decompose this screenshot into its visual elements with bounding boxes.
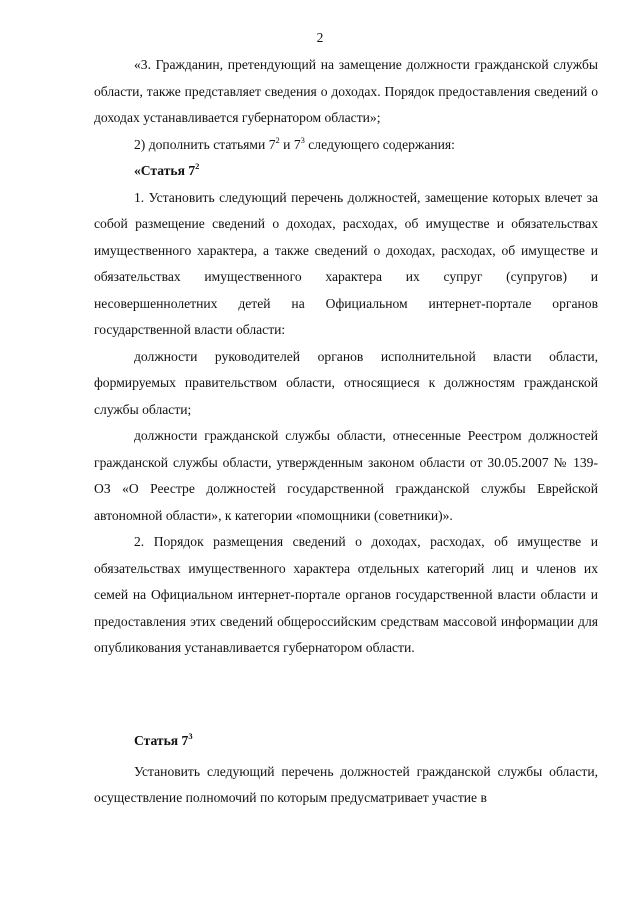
amendment-text-suffix: следующего содержания: (304, 136, 455, 152)
page-number: 2 (316, 30, 324, 45)
article-7-3-heading (94, 728, 598, 755)
article-7-3-heading-sup: 3 (188, 731, 193, 741)
amendment-sup-2: 3 (300, 134, 305, 145)
paragraph-amendment-2 (94, 132, 598, 159)
article-7-2-paragraph-2: должности руководителей органов исполнительной власти области, формируемых правительством области, относящиеся к должностям гражданской службы области; (94, 348, 598, 417)
article-7-2-paragraph-4: 2. Порядок размещения сведений о доходах, расходах, об имуществе и обязательствах имущественного характера отдельных категорий лиц и членов их семей на Официальном интернет-портале органов государственной власти области и предоставления этих сведений общероссийским средствам массовой информации для опубликования устанавливается губернатором области. (94, 534, 598, 655)
article-7-2-paragraph-1: 1. Установить следующий перечень должностей, замещение которых влечет за собой размещение сведений о доходах, расходах, об имуществе и обязательствах имущественного характера, а также сведений о доходах, расходах, об имуществе и обязательствах имущественного характера их супруг (супругов) и несовершеннолетних детей на Официальном интернет-портале органов государственной власти области: (94, 189, 598, 337)
article-7-2-heading-sup: 2 (195, 161, 200, 171)
article-7-2-heading-text: «Статья 7 (134, 163, 196, 178)
article-7-2-heading (94, 158, 598, 185)
amendment-text-prefix: 2) дополнить статьями 7 (134, 136, 276, 152)
amendment-text-mid: и 7 (279, 136, 301, 152)
article-7-3-paragraph-1: Установить следующий перечень должностей гражданской службы области, осуществление полномочий по которым предусматривает участие в (94, 763, 598, 805)
article-7-2-paragraph-3: должности гражданской службы области, отнесенные Реестром должностей гражданской службы области, утвержденным законом области от 30.05.2007 № 139-ОЗ «О Реестре должностей государственной гражданской службы Еврейской автономной области», к категории «помощники (советники)». (94, 428, 598, 523)
amendment-sup-1: 2 (275, 134, 280, 145)
document-body-bottom (94, 728, 598, 812)
article-7-3-heading-text: Статья 7 (134, 733, 189, 748)
document-body-top (94, 52, 598, 662)
paragraph-item-3: «3. Гражданин, претендующий на замещение должности гражданской службы области, также представляет сведения о доходах. Порядок предоставления сведений о доходах устанавливается губернатором области»; (94, 57, 598, 125)
